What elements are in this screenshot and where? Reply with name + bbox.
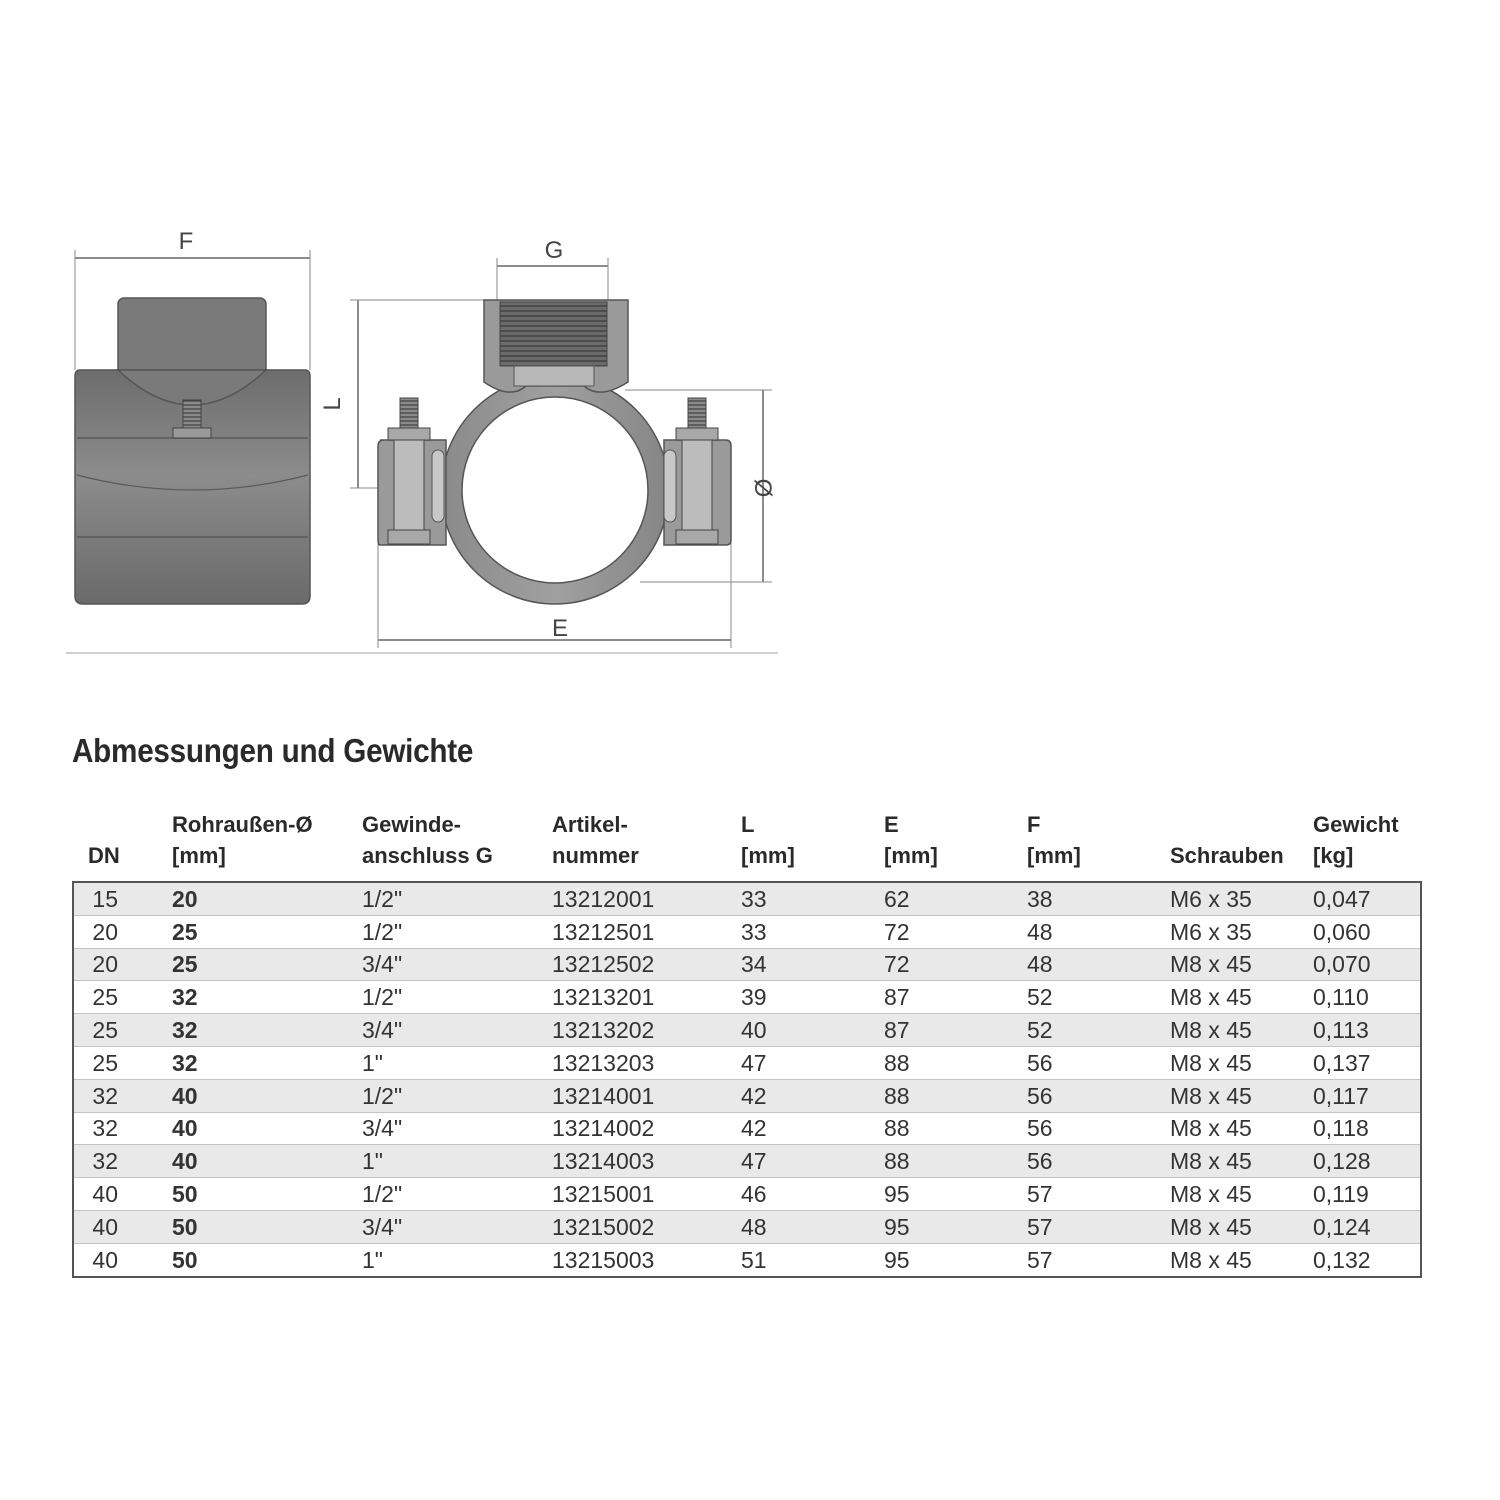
- cell-article-number: 13212501: [552, 915, 741, 948]
- cell-thread-connection: 1/2": [362, 1178, 552, 1211]
- cell-article-number: 13212001: [552, 882, 741, 915]
- table-row: [73, 1145, 1421, 1178]
- cell-screws: M8 x 45: [1170, 1046, 1313, 1079]
- cell-e: 95: [884, 1178, 1027, 1211]
- cell-f: 38: [1027, 882, 1170, 915]
- column-header-thread-connection: [362, 803, 552, 882]
- cell-l: 42: [741, 1079, 884, 1112]
- dimension-label-l: L: [319, 397, 346, 411]
- cell-l: 33: [741, 882, 884, 915]
- cell-e: 88: [884, 1145, 1027, 1178]
- table-row: [73, 981, 1421, 1014]
- cell-f: 48: [1027, 948, 1170, 981]
- column-header-line: L: [741, 812, 755, 837]
- ear-slot: [664, 450, 676, 522]
- cell-dn: 25: [73, 1046, 172, 1079]
- dimension-label-g: G: [544, 237, 564, 264]
- column-header-f: [1027, 803, 1170, 882]
- table-row: [73, 948, 1421, 981]
- cell-weight: 0,128: [1313, 1145, 1421, 1178]
- column-header-article-number: [552, 803, 741, 882]
- cell-screws: M8 x 45: [1170, 1145, 1313, 1178]
- cell-screws: M8 x 45: [1170, 1243, 1313, 1276]
- cell-e: 72: [884, 915, 1027, 948]
- thread-slot: [514, 366, 594, 386]
- pipe-bore: [462, 397, 648, 583]
- cell-screws: M8 x 45: [1170, 1079, 1313, 1112]
- cell-thread-connection: 1/2": [362, 882, 552, 915]
- cell-screws: M8 x 45: [1170, 1178, 1313, 1211]
- cell-f: 57: [1027, 1243, 1170, 1276]
- cell-pipe-diameter: 40: [172, 1079, 362, 1112]
- section-heading: Abmessungen und Gewichte: [72, 732, 474, 769]
- cell-pipe-diameter: 50: [172, 1178, 362, 1211]
- cell-screws: M6 x 35: [1170, 882, 1313, 915]
- cell-dn: 40: [73, 1210, 172, 1243]
- cell-weight: 0,119: [1313, 1178, 1421, 1211]
- cell-weight: 0,110: [1313, 981, 1421, 1014]
- column-header-line: [mm]: [741, 843, 795, 868]
- cell-e: 72: [884, 948, 1027, 981]
- nut: [676, 428, 718, 440]
- cell-pipe-diameter: 50: [172, 1210, 362, 1243]
- ear-slot: [432, 450, 444, 522]
- cell-l: 47: [741, 1145, 884, 1178]
- table-body: [73, 882, 1421, 1277]
- cell-article-number: 13215002: [552, 1210, 741, 1243]
- cell-weight: 0,137: [1313, 1046, 1421, 1079]
- cell-thread-connection: 1/2": [362, 1079, 552, 1112]
- column-header-line: Artikel-: [552, 812, 628, 837]
- cell-e: 87: [884, 981, 1027, 1014]
- cell-article-number: 13213202: [552, 1014, 741, 1047]
- column-header-line: Gewicht: [1313, 812, 1399, 837]
- cell-pipe-diameter: 25: [172, 915, 362, 948]
- table-row: [73, 882, 1421, 915]
- cell-weight: 0,124: [1313, 1210, 1421, 1243]
- cell-pipe-diameter: 25: [172, 948, 362, 981]
- cell-pipe-diameter: 50: [172, 1243, 362, 1276]
- table-row: [73, 1079, 1421, 1112]
- column-header-l: [741, 803, 884, 882]
- cell-l: 34: [741, 948, 884, 981]
- cell-e: 88: [884, 1046, 1027, 1079]
- dimension-label-f: F: [178, 228, 194, 255]
- cell-article-number: 13214001: [552, 1079, 741, 1112]
- cell-screws: M8 x 45: [1170, 948, 1313, 981]
- column-header-line: [mm]: [1027, 843, 1081, 868]
- table-header: [73, 803, 1421, 882]
- cell-e: 88: [884, 1112, 1027, 1145]
- column-header-line: F: [1027, 812, 1041, 837]
- cell-thread-connection: 1": [362, 1046, 552, 1079]
- cell-dn: 32: [73, 1079, 172, 1112]
- table-row: [73, 1112, 1421, 1145]
- cell-f: 56: [1027, 1145, 1170, 1178]
- column-header-line: Gewinde-: [362, 812, 462, 837]
- cell-f: 57: [1027, 1210, 1170, 1243]
- cell-thread-connection: 3/4": [362, 1112, 552, 1145]
- cell-article-number: 13214002: [552, 1112, 741, 1145]
- cell-dn: 40: [73, 1243, 172, 1276]
- bolt: [183, 400, 201, 432]
- column-header-line: Rohraußen-Ø: [172, 812, 313, 837]
- cell-article-number: 13213201: [552, 981, 741, 1014]
- table-row: [73, 1014, 1421, 1047]
- dimension-label-diameter: Ø: [749, 478, 776, 498]
- cell-thread-connection: 1/2": [362, 981, 552, 1014]
- cell-dn: 15: [73, 882, 172, 915]
- cell-pipe-diameter: 32: [172, 1014, 362, 1047]
- cell-l: 33: [741, 915, 884, 948]
- cell-l: 46: [741, 1178, 884, 1211]
- technical-drawing: [0, 0, 800, 680]
- bolt-shaft: [394, 440, 424, 530]
- cell-f: 56: [1027, 1079, 1170, 1112]
- cell-f: 52: [1027, 981, 1170, 1014]
- column-header-line: [mm]: [884, 843, 938, 868]
- cell-screws: M6 x 35: [1170, 915, 1313, 948]
- column-header-line: DN: [88, 843, 120, 868]
- cell-dn: 20: [73, 948, 172, 981]
- cell-f: 48: [1027, 915, 1170, 948]
- header-row: [73, 803, 1421, 882]
- table-row: [73, 915, 1421, 948]
- table-row: [73, 1243, 1421, 1276]
- bolt-shaft: [682, 440, 712, 530]
- nut: [173, 428, 211, 438]
- cell-weight: 0,118: [1313, 1112, 1421, 1145]
- cell-screws: M8 x 45: [1170, 1112, 1313, 1145]
- cell-e: 62: [884, 882, 1027, 915]
- table-row: [73, 1046, 1421, 1079]
- bolt: [400, 398, 418, 428]
- nut: [676, 530, 718, 544]
- cell-article-number: 13215003: [552, 1243, 741, 1276]
- cell-dn: 40: [73, 1178, 172, 1211]
- cell-l: 51: [741, 1243, 884, 1276]
- nut: [388, 428, 430, 440]
- column-header-line: anschluss G: [362, 843, 493, 868]
- cell-screws: M8 x 45: [1170, 1210, 1313, 1243]
- cell-l: 48: [741, 1210, 884, 1243]
- cell-thread-connection: 3/4": [362, 948, 552, 981]
- column-header-line: [mm]: [172, 843, 226, 868]
- cell-article-number: 13213203: [552, 1046, 741, 1079]
- cell-dn: 25: [73, 981, 172, 1014]
- column-header-line: Schrauben: [1170, 843, 1284, 868]
- cell-pipe-diameter: 40: [172, 1145, 362, 1178]
- cell-weight: 0,060: [1313, 915, 1421, 948]
- cell-f: 56: [1027, 1112, 1170, 1145]
- cell-dn: 32: [73, 1145, 172, 1178]
- side-view: [75, 228, 310, 604]
- cell-f: 56: [1027, 1046, 1170, 1079]
- cell-dn: 20: [73, 915, 172, 948]
- cell-l: 42: [741, 1112, 884, 1145]
- cell-weight: 0,113: [1313, 1014, 1421, 1047]
- column-header-weight: [1313, 803, 1421, 882]
- cell-thread-connection: 1": [362, 1243, 552, 1276]
- cell-screws: M8 x 45: [1170, 1014, 1313, 1047]
- thread: [500, 302, 607, 366]
- cell-f: 52: [1027, 1014, 1170, 1047]
- cell-l: 47: [741, 1046, 884, 1079]
- column-header-line: E: [884, 812, 899, 837]
- cell-dn: 32: [73, 1112, 172, 1145]
- dimensions-table: [72, 803, 1422, 1278]
- cell-e: 95: [884, 1210, 1027, 1243]
- cell-thread-connection: 1/2": [362, 915, 552, 948]
- bolt: [688, 398, 706, 428]
- column-header-dn: [73, 803, 172, 882]
- cell-weight: 0,047: [1313, 882, 1421, 915]
- cell-pipe-diameter: 20: [172, 882, 362, 915]
- dimension-label-e: E: [551, 615, 569, 642]
- column-header-e: [884, 803, 1027, 882]
- nut: [388, 530, 430, 544]
- cell-weight: 0,070: [1313, 948, 1421, 981]
- cell-pipe-diameter: 32: [172, 981, 362, 1014]
- table-row: [73, 1210, 1421, 1243]
- cell-thread-connection: 1": [362, 1145, 552, 1178]
- column-header-line: [kg]: [1313, 843, 1354, 868]
- cell-f: 57: [1027, 1178, 1170, 1211]
- cell-article-number: 13215001: [552, 1178, 741, 1211]
- cell-screws: M8 x 45: [1170, 981, 1313, 1014]
- cell-e: 88: [884, 1079, 1027, 1112]
- cell-e: 95: [884, 1243, 1027, 1276]
- cell-thread-connection: 3/4": [362, 1014, 552, 1047]
- cell-l: 40: [741, 1014, 884, 1047]
- cell-weight: 0,132: [1313, 1243, 1421, 1276]
- column-header-pipe-diameter: [172, 803, 362, 882]
- cell-article-number: 13212502: [552, 948, 741, 981]
- cell-article-number: 13214003: [552, 1145, 741, 1178]
- table-row: [73, 1178, 1421, 1211]
- cell-dn: 25: [73, 1014, 172, 1047]
- cell-pipe-diameter: 32: [172, 1046, 362, 1079]
- column-header-line: nummer: [552, 843, 639, 868]
- cell-l: 39: [741, 981, 884, 1014]
- cell-pipe-diameter: 40: [172, 1112, 362, 1145]
- cell-weight: 0,117: [1313, 1079, 1421, 1112]
- cell-thread-connection: 3/4": [362, 1210, 552, 1243]
- column-header-screws: [1170, 803, 1313, 882]
- cell-e: 87: [884, 1014, 1027, 1047]
